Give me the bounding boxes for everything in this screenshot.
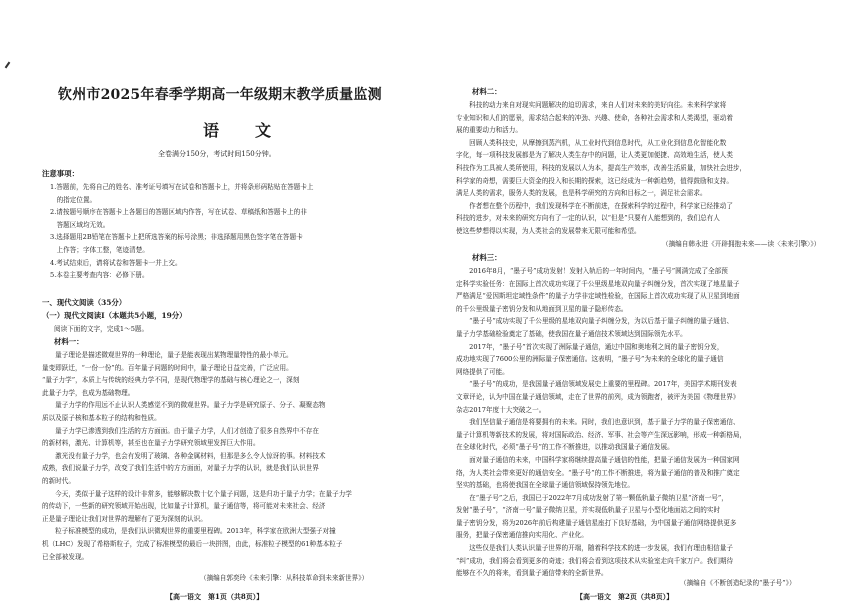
- notice-line: 2.请按题号顺序在答题卡上各题目的答题区域内作答，写在试卷、草稿纸和答题卡上的非: [50, 208, 307, 217]
- text-line: 面对量子通信的未来，中国科学家将继续提高量子通信的性能，把量子通信发展为一种国家网: [456, 455, 740, 464]
- section-heading: 一、现代文阅读（35分）: [42, 298, 127, 307]
- page-1: [40, 0, 438, 608]
- page-footer: 【高一语文 第1页（共8页）】: [166, 592, 264, 601]
- text-line: 的新材料，激光、计算机等，甚至也在量子力学研究领域里发挥巨大作用。: [42, 439, 260, 448]
- text-line: 成熟，我们说量子力学，改变了我们生活中的方方面面，对量子力学的认识，就是我们认识世界: [42, 464, 319, 473]
- text-line: 专业知识和人们的愿景，需求结合起来的冲劲、兴趣、使命，各种社会需求和人类渴望，驱动着: [456, 113, 733, 122]
- exam-title: 钦州市2025年春季学期高一年级期末教学质量监测: [58, 87, 382, 103]
- text-line: “墨子号”成功实现了千公里级的星地双向量子纠缠分发，为以后基于量子纠缠的量子通信、: [456, 317, 734, 326]
- text-line: 量子力学已渗透到我们生活的方方面面。由于量子力学，人们才创造了很多自然界中不存在: [42, 426, 319, 435]
- text-line: 能够在不久的将来，看到量子通信带来的全新世界。: [456, 569, 608, 578]
- text-line: 已全部被发现。: [42, 552, 89, 561]
- notice-line: 3.选择题用2B铅笔在答题卡上把所选答案的标号涂黑；非选择题用黑色签字笔在答题卡: [50, 233, 303, 242]
- notice-line: 5.本卷主要考查内容：必修下册。: [50, 271, 149, 280]
- notice-list: [50, 181, 436, 282]
- text-line: 杂志2017年度十大突破之一。: [456, 405, 546, 414]
- text-line: 使这些梦想得以实现，为人类社会的发展带来无限可能和希望。: [456, 226, 641, 235]
- material-label-2: 材料二：: [472, 87, 502, 96]
- notice-heading: 注意事项：: [42, 169, 79, 178]
- material-3-text: [456, 265, 848, 580]
- text-line: 量子力学基础检验奠定了基础，使我国在量子通信技术领域达到国际领先水平。: [456, 329, 687, 338]
- text-line: 的千公里级量子密钥分发和从地面到卫星的量子隐形传态。: [456, 304, 628, 313]
- text-line: 科技的动力来自对现实问题解决的迫切需求，来自人们对未来的美好向往。未来科学家将: [456, 101, 727, 109]
- source-note-3: （摘编自《不断创造纪录的“墨子号”》）: [680, 579, 796, 587]
- notice-line: 上作答；字体工整，笔迹清楚。: [50, 245, 149, 254]
- text-line: 激光没有量子力学，也会有发明了玻璃、各种金属材料，但那是多么令人惊讶的事。材料技术: [42, 451, 326, 460]
- notice-line: 4.考试结束后，请将试卷和答题卡一并上交。: [50, 258, 182, 267]
- text-line: 2017年，“墨子号”首次实现了洲际量子通信，通过中国和奥地利之间的量子密钥分发，: [456, 342, 724, 351]
- text-line: 定科学实验任务：在国际上首次成功实现了千公里级星地双向量子纠缠分发，首次实现了地星量子: [456, 279, 740, 288]
- text-line: 机（LHC）发现了希格斯粒子，完成了标准模型的最后一块拼图，由此，标准粒子模型的61种基本粒子: [42, 539, 343, 548]
- text-line: 此量子力学，也成为基础物理。: [42, 388, 135, 397]
- score-line: 全卷满分150分，考试时间150分钟。: [158, 150, 276, 158]
- text-line: 质以及原子核和基本粒子的结构和性质。: [42, 413, 161, 422]
- source-note-2: （摘编自韩永进《开辟拥抱未来——读〈未来引擎〉》）: [662, 240, 821, 248]
- material-1-text: [42, 349, 438, 563]
- text-line: 文章评论，认为中国在量子通信领域，走在了世界的前列，成为领跑者，被评为美国《物理世界》: [456, 392, 740, 401]
- instruction: 阅读下面的文字，完成1～5题。: [54, 325, 149, 333]
- material-label: 材料一：: [54, 337, 84, 346]
- subsection-heading: （一）现代文阅读Ⅰ（本题共5小题，19分）: [42, 311, 187, 320]
- text-line: 展的重要动力和活力。: [456, 126, 522, 135]
- notice-line: 答题区域均无效。: [50, 220, 110, 229]
- text-line: 粒子标准模型的成功，是我们认识微观世界的重要里程碑。2013年，科学家在欧洲大型强子对撞: [42, 527, 336, 536]
- text-line: “纠”成功，我们将会看到更多的奇迹；我们将会看到这项技术从实验室走向千家万户。我们期待: [456, 556, 734, 565]
- text-line: 发射“墨子号”，“济南一号”量子微纳卫星，并实现低轨量子卫星与小型化地面站之间的实时: [456, 506, 721, 515]
- text-line: 科学家的奇想，需要巨大资金的投入和长期的探索，这已经成为一种新趋势，值得鼓励和支持。: [456, 176, 733, 185]
- text-line: 科技的进步，对未来的研究方向有了一定的认识，以“但是”只要有人能想到的，我们总有人: [456, 214, 720, 223]
- text-line: 科技作为工具被人类所使用，科技的发展以人为本，提高生产效率，改善生活质量，加快社会进步，: [456, 163, 747, 172]
- text-line: 这些仅是我们人类认识量子世界的开端，随着科学技术的进一步发展，我们有理由相信量子: [456, 544, 733, 553]
- text-line: 正是量子理论让我们对世界的理解有了更为深刻的认识。: [42, 514, 207, 523]
- corner-mark: [5, 62, 11, 69]
- text-line: 我们坚信量子通信是将要拥有的未来。同时，我们也意识到，基于量子力学的量子保密通信、: [456, 418, 740, 427]
- notice-line: 1.答题前，先将自己的姓名、准考证号填写在试卷和答题卡上，并将条形码粘贴在答题卡上: [50, 183, 314, 191]
- text-line: 坚实的基础，也将使我国在全球量子通信领域保持领先地位。: [456, 481, 635, 490]
- text-line: 量变即跃迁，“一份一份”的。百年量子问题的时间中，量子理论日益完善，广泛应用。: [42, 363, 293, 372]
- material-2-text: [456, 99, 848, 238]
- subject-title: 语 文: [203, 121, 282, 140]
- text-line: 回顾人类科技史，从摩擦到蒸汽机，从工业时代到信息时代，从工业化到信息化智能化数: [456, 138, 727, 147]
- text-line: “墨子号”的成功，是我国量子通信领域发展史上重要的里程碑。2017年，美国学术期刊发表: [456, 380, 737, 389]
- notice-line: 的指定位置。: [50, 195, 97, 204]
- text-line: 的传动下，一些新的研究领域开始出现，比如量子计算机，量子通信等，将可能对未来社会、经济: [42, 502, 326, 511]
- text-line: 量子力学的作用远不止认识人类感觉不到的微观世界。量子力学是研究原子、分子、凝聚态物: [42, 401, 326, 410]
- page-2: [454, 0, 848, 608]
- text-line: 在全球化时代，必须“墨子号”的工作不断推进，以推动我国量子通信发展。: [456, 443, 674, 452]
- text-line: 络，为人类社会带来更好的通信安全。“墨子号”的工作不断推进，将为量子通信的普及和推广奠定: [456, 468, 740, 477]
- text-line: 量子计算机等新技术的发展，将对国际政治、经济、军事、社会等产生深远影响，形成一种新格局，: [456, 430, 747, 439]
- text-line: 作者想在整个历程中，我们发现科学在不断前进，在探索科学的过程中，科学家已经推动了: [456, 201, 733, 210]
- material-label-3: 材料三：: [472, 253, 502, 262]
- text-line: 严格满足“爱因斯坦定域性条件”的量子力学非定域性检验，在国际上首次成功实现了从卫星到地面: [456, 292, 740, 301]
- text-line: 2016年8月，“墨子号”成功发射！发射入轨后的一年时间内，“墨子号”圆满完成了全部预: [456, 267, 728, 275]
- text-line: 满足人类的需求，服务人类的发展，也是科学研究的方向和目标之一，满足社会需求。: [456, 189, 707, 198]
- text-line: 量子密钥分发，将为2026年前后构建量子通信星座打下良好基础，为中国量子通信网络提供更多: [456, 518, 737, 527]
- page-footer-2: 【高一语文 第2页（共8页）】: [576, 592, 674, 601]
- text-line: 量子理论是描述微观世界的一种理论，量子是能表现出某物理量特性的最小单元。: [42, 351, 293, 359]
- text-line: 字化，每一项科技发展都是为了解决人类生存中的问题，让人类更加便捷、高效地生活，使人类: [456, 151, 733, 160]
- text-line: 网络提供了可能。: [456, 367, 509, 376]
- text-line: 的新时代。: [42, 476, 75, 485]
- text-line: “量子力学”，本质上与传统的经典力学不同，是现代物理学的基础与核心理论之一，深刻: [42, 376, 300, 385]
- text-line: 今天，类似于量子这样的设计非常多，能够解决数十亿个量子问题，这是归功于量子力学；在量子力学: [42, 489, 352, 498]
- text-line: 服务，把量子保密通信推向实用化、产业化。: [456, 531, 588, 540]
- source-note: （摘编自郭奕玲《未来引擎：从科技革命到未来新世界》）: [200, 574, 369, 582]
- text-line: 在“墨子号”之后，我国已于2022年7月成功发射了第一颗低轨量子微纳卫星“济南一号”，: [456, 493, 728, 502]
- text-line: 成功地实现了7600公里的洲际量子保密通信。这表明，“墨子号”为未来的全球化的量子通信: [456, 355, 724, 364]
